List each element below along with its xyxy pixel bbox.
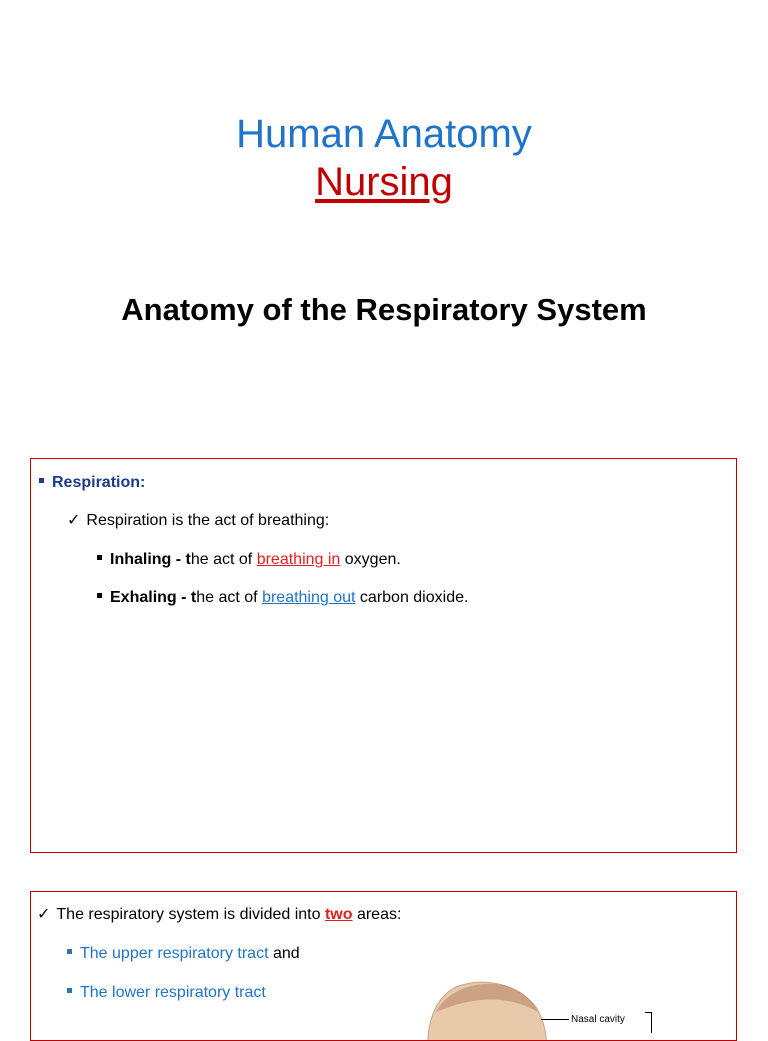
exhaling-text-after: carbon dioxide. — [355, 589, 469, 606]
nasal-label-line — [541, 1019, 569, 1020]
upper-tract: The upper respiratory tract — [80, 945, 269, 962]
check-icon: ✓ — [67, 512, 81, 529]
respiration-intro: Respiration is the act of breathing: — [86, 512, 330, 529]
respiratory-areas-box — [30, 891, 737, 1041]
areas-intro-after: areas: — [352, 906, 402, 923]
areas-two: two — [324, 906, 353, 923]
exhaling-text-before: he act of — [196, 589, 263, 606]
square-bullet-icon — [97, 593, 102, 598]
areas-intro-row — [37, 905, 401, 925]
inhaling-text-after: oxygen. — [340, 551, 401, 568]
head-illustration — [426, 972, 736, 1041]
upper-tract-row — [67, 944, 300, 964]
respiration-heading-row — [39, 473, 145, 493]
exhaling-row — [97, 588, 468, 608]
inhaling-row — [97, 550, 401, 570]
nasal-bracket — [645, 1012, 652, 1033]
areas-intro-before: The respiratory system is divided into — [56, 906, 325, 923]
lower-tract-row — [67, 983, 266, 1003]
square-bullet-icon — [97, 555, 102, 560]
square-bullet-icon — [67, 988, 72, 993]
inhaling-label: Inhaling - t — [110, 551, 191, 568]
inhaling-text-before: he act of — [190, 551, 257, 568]
respiration-heading: Respiration: — [52, 474, 146, 491]
title-block — [0, 110, 768, 206]
subtitle-respiratory-system: Anatomy of the Respiratory System — [121, 292, 647, 327]
breathing-out-link[interactable]: breathing out — [262, 589, 356, 606]
square-bullet-icon — [39, 478, 44, 483]
exhaling-label: Exhaling - t — [110, 589, 197, 606]
lower-tract: The lower respiratory tract — [80, 984, 266, 1001]
nasal-cavity-label: Nasal cavity — [571, 1014, 625, 1025]
square-bullet-icon — [67, 949, 72, 954]
check-icon: ✓ — [37, 906, 51, 923]
title-nursing: Nursing — [315, 160, 453, 204]
title-human-anatomy: Human Anatomy — [236, 112, 532, 156]
upper-tract-after: and — [268, 945, 300, 962]
breathing-in-link[interactable]: breathing in — [256, 551, 341, 568]
respiration-intro-row — [67, 511, 329, 531]
respiration-box — [30, 458, 737, 853]
